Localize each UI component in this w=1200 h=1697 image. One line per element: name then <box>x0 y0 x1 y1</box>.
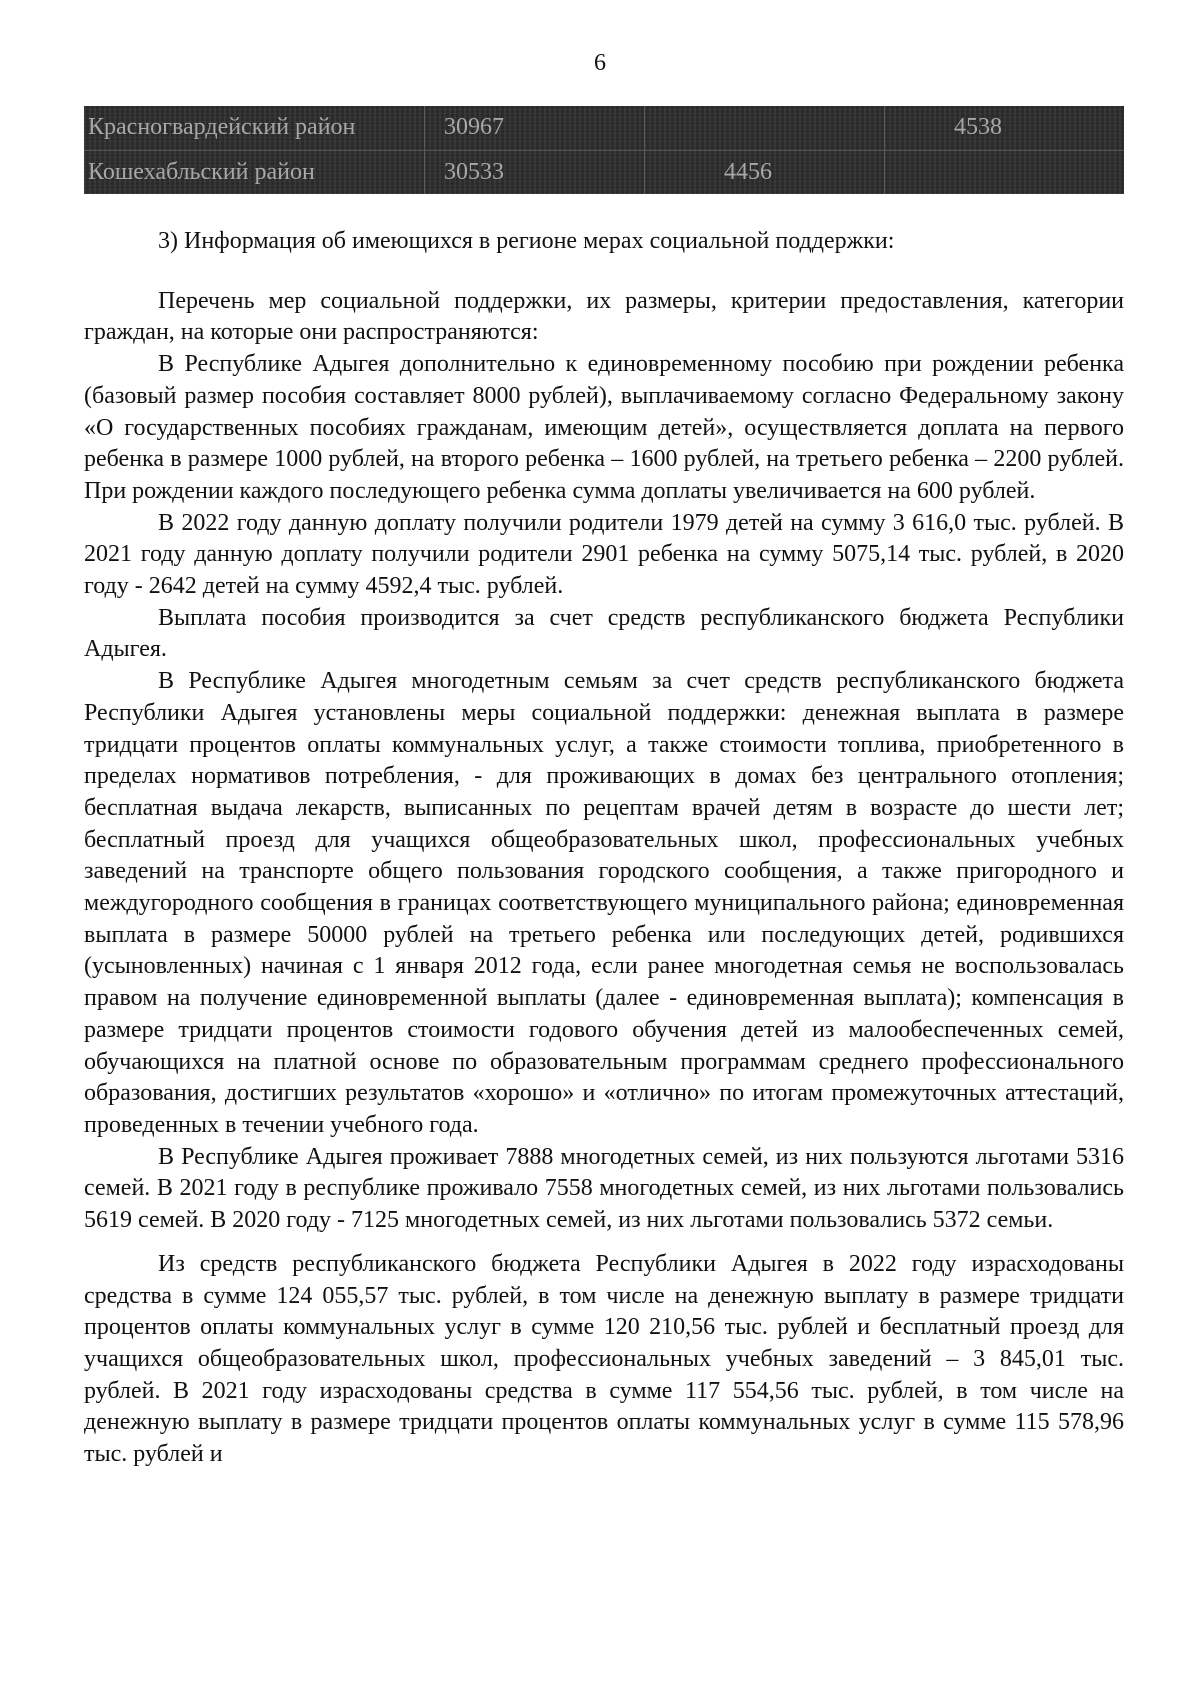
table-cell-value: 4456 <box>724 159 772 185</box>
paragraph: В Республике Адыгея многодетным семьям за счет средств республиканского бюджета Республики Адыгея установлены меры социальной поддержки: денежная выплата в размере тридцати процентов оплаты коммунальных услуг, а также стоимости топлива, приобретенного в пределах нормативов потребления, - для проживающих в домах без центрального отопления; бесплатная выдача лекарств, выписанных по рецептам врачей детям в возрасте до шести лет; бесплатный проезд для учащихся общеобразовательных школ, профессиональных учебных заведений на транспорте общего пользования городского сообщения, а также пригородного и междугородного сообщения в границах соответствующего муниципального района; единовременная выплата в размере 50000 рублей на третьего ребенка или последующих детей, родившихся (усыновленных) начиная с 1 января 2012 года, если ранее многодетная семья не воспользовалась правом на получение единовременной выплаты (далее - единовременная выплата); компенсация в размере тридцати процентов стоимости годового обучения детей из малообеспеченных семей, обучающихся на платной основе по образовательным программам среднего профессионального образования, достигших результатов «хорошо» и «отлично» по итогам промежуточных аттестаций, проведенных в течении учебного года. <box>84 668 1124 1138</box>
paragraph: В Республике Адыгея дополнительно к единовременному пособию при рождении ребенка (базовый размер пособия составляет 8000 рублей), выплачиваемому согласно Федеральному закону «О государственных пособиях гражданам, имеющим детей», осуществляется доплата на первого ребенка в размере 1000 рублей, на второго ребенка – 1600 рублей, на третьего ребенка – 2200 рублей. При рождении каждого последующего ребенка сумма доплаты увеличивается на 600 рублей. <box>84 351 1124 504</box>
paragraph: Выплата пособия производится за счет средств республиканского бюджета Республики Адыгея. <box>84 604 1124 663</box>
paragraph: В Республике Адыгея проживает 7888 многодетных семей, из них пользуются льготами 5316 семей. В 2021 году в республике проживало 7558 многодетных семей, из них льготами пользовались 5619 семей. В 2020 году - 7125 многодетных семей, из них льготами пользовались 5372 семьи. <box>84 1143 1124 1234</box>
table-cell-value: 4538 <box>954 114 1002 140</box>
section-heading: 3) Информация об имеющихся в регионе мерах социальной поддержки: <box>158 228 895 254</box>
table-cell-district: Кошехабльский район <box>88 159 315 185</box>
table-cell-value: 30533 <box>444 159 504 185</box>
paragraph: Из средств республиканского бюджета Республики Адыгея в 2022 году израсходованы средства в сумме 124 055,57 тыс. рублей, в том числе на денежную выплату в размере тридцати процентов оплаты коммунальных услуг в сумме 120 210,56 тыс. рублей и бесплатный проезд для учащихся общеобразовательных школ, профессиональных учебных заведений – 3 845,01 тыс. рублей. В 2021 году израсходованы средства в сумме 117 554,56 тыс. рублей, в том числе на денежную выплату в размере тридцати процентов оплаты коммунальных услуг в сумме 115 578,96 тыс. рублей и <box>84 1250 1124 1468</box>
table-row <box>84 106 1124 150</box>
table-fragment <box>84 106 1124 194</box>
page-number: 6 <box>594 50 606 76</box>
table-cell-value: 30967 <box>444 114 504 140</box>
document-body <box>84 226 1124 1471</box>
table-cell-district: Красногвардейский район <box>88 114 356 140</box>
paragraph: Перечень мер социальной поддержки, их размеры, критерии предоставления, категории граждан, на которые они распространяются: <box>84 287 1124 346</box>
paragraph: В 2022 году данную доплату получили родители 1979 детей на сумму 3 616,0 тыс. рублей. В 2021 году данную доплату получили родители 2901 ребенка на сумму 5075,14 тыс. рублей, в 2020 году - 2642 детей на сумму 4592,4 тыс. рублей. <box>84 509 1124 600</box>
table-row <box>84 150 1124 194</box>
